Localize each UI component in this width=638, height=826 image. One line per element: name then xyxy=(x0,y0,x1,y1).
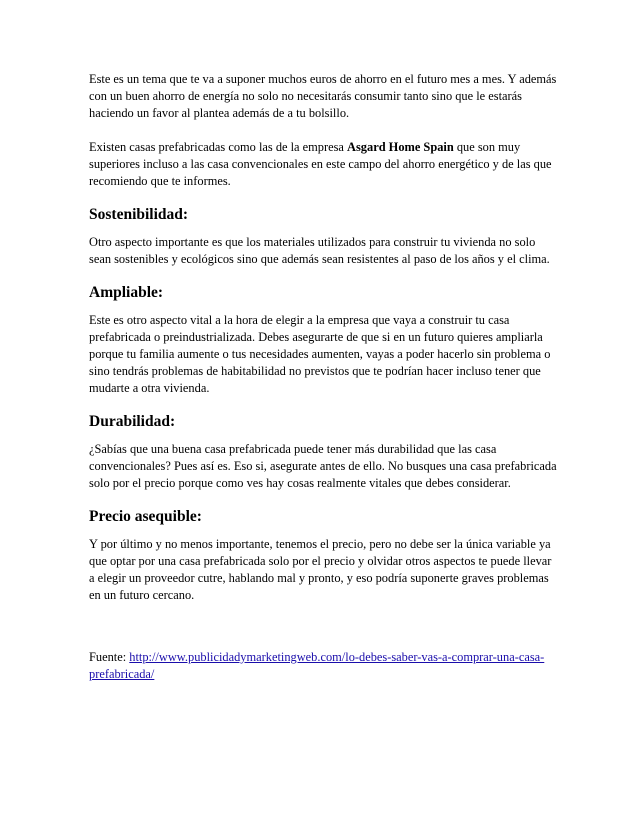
intro-paragraph-1: Este es un tema que te va a suponer muchos euros de ahorro en el futuro mes a mes. Y además con un buen ahorro de energía no solo no necesitarás consumir tanto sino que le estarás haciendo un favor al plantea además de a tu bolsillo. xyxy=(89,72,557,120)
heading-precio-asequible: Precio asequible: xyxy=(89,508,202,525)
intro-paragraph-2 xyxy=(89,139,559,190)
source-label: Fuente: xyxy=(89,650,130,664)
paragraph-sostenibilidad: Otro aspecto importante es que los materiales utilizados para construir tu vivienda no solo sean sostenibles y ecológicos sino que además sean resistentes al paso de los años y el clima. xyxy=(89,235,550,266)
heading-sostenibilidad: Sostenibilidad: xyxy=(89,206,189,223)
intro-paragraph-2-text-end: que son muy superiores incluso a las casa convencionales en este campo del ahorro energético y de las que recomiendo que te informes. xyxy=(89,140,552,188)
source-link[interactable]: http://www.publicidadymarketingweb.com/lo-debes-saber-vas-a-comprar-una-casa-prefabricada/ xyxy=(89,650,545,681)
company-name: Asgard Home Spain xyxy=(347,140,454,154)
heading-durabilidad: Durabilidad: xyxy=(89,413,176,430)
paragraph-precio-asequible: Y por último y no menos importante, tenemos el precio, pero no debe ser la única variable ya que optar por una casa prefabricada solo por el precio y olvidar otros aspectos te puede llevar a elegir un proveedor cutre, hablando mal y pronto, y eso podría suponerte graves problemas en un futuro cercano. xyxy=(89,537,552,602)
source-paragraph xyxy=(89,649,559,683)
paragraph-ampliable: Este es otro aspecto vital a la hora de elegir a la empresa que vaya a construir tu casa prefabricada o preindustrializada. Debes asegurarte de que si en un futuro quieres ampliarla porque tu familia aumente o tus necesidades aumenten, vayas a poder hacerlo sin problema o sino tendrás problemas de habitabilidad no previstos que te podrían hacer incluso tener que mudarte a otra vivienda. xyxy=(89,313,551,395)
paragraph-durabilidad: ¿Sabías que una buena casa prefabricada puede tener más durabilidad que las casa convencionales? Pues así es. Eso si, asegurate antes de ello. No busques una casa prefabricada solo por el precio porque como ves hay cosas realmente vitales que debes considerar. xyxy=(89,442,557,490)
intro-paragraph-2-text-start: Existen casas prefabricadas como las de la empresa xyxy=(89,140,348,154)
document-page xyxy=(89,71,559,683)
heading-ampliable: Ampliable: xyxy=(89,284,164,301)
